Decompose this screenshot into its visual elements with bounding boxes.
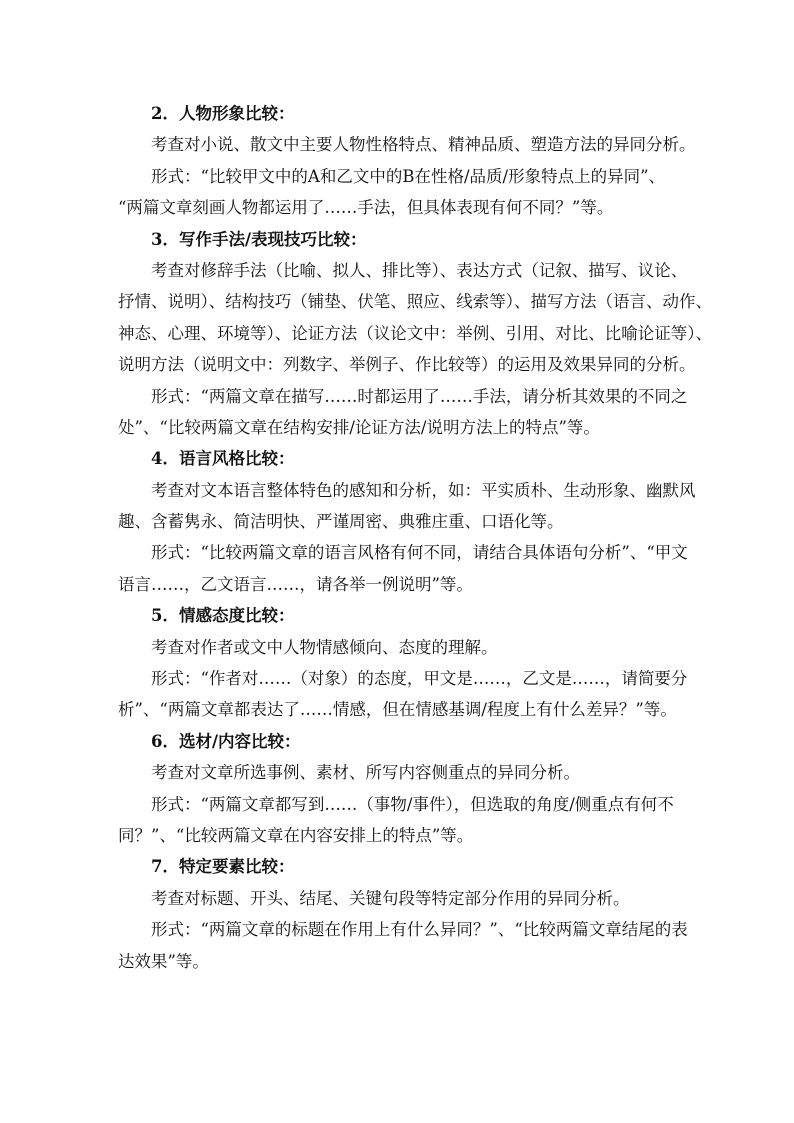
section-description-line: 考查对标题、开头、结尾、关键句段等特定部分作用的异同分析。 — [151, 888, 630, 908]
section-heading: 5．情感态度比较： — [151, 606, 295, 626]
section-form-line: 形式：“两篇文章在描写……时都运用了……手法，请分析其效果的不同之 — [151, 386, 688, 406]
section-description-line: 神态、心理、环境等）、论证方法（议论文中：举例、引用、对比、比喻论证等）、 — [118, 323, 712, 343]
section-description-line: 趣、含蓄隽永、简洁明快、严谨周密、典雅庄重、口语化等。 — [118, 512, 564, 532]
section-description-line: 考查对小说、散文中主要人物性格特点、精神品质、塑造方法的异同分析。 — [151, 135, 696, 155]
section-form-line: 达效果”等。 — [118, 951, 209, 971]
section-form-line: 处”、“比较两篇文章在结构安排/论证方法/说明方法上的特点”等。 — [118, 417, 600, 437]
document-body — [118, 98, 712, 977]
section-description-line: 考查对修辞手法（比喻、拟人、排比等）、表达方式（记叙、描写、议论、 — [151, 260, 688, 280]
section-heading: 6．选材/内容比较： — [151, 731, 301, 751]
section-form-line: “两篇文章刻画人物都运用了……手法，但具体表现有何不同？”等。 — [118, 198, 614, 218]
section-description-line: 说明方法（说明文中：列数字、举例子、作比较等）的运用及效果异同的分析。 — [118, 355, 696, 375]
section-description-line: 抒情、说明）、结构技巧（铺垫、伏笔、照应、线索等）、描写方法（语言、动作、 — [118, 292, 712, 312]
section-form-line: 语言……，乙文语言……，请各举一例说明”等。 — [118, 574, 473, 594]
section-description-line: 考查对作者或文中人物情感倾向、态度的理解。 — [151, 637, 498, 657]
section-form-line: 形式：“比较甲文中的A和乙文中的B在性格/品质/形象特点上的异同”、 — [151, 166, 666, 186]
section-form-line: 形式：“比较两篇文章的语言风格有何不同，请结合具体语句分析”、“甲文 — [151, 543, 688, 563]
section-form-line: 形式：“作者对……（对象）的态度，甲文是……，乙文是……，请简要分 — [151, 669, 688, 689]
section-description-line: 考查对文章所选事例、素材、所写内容侧重点的异同分析。 — [151, 763, 580, 783]
section-description-line: 考查对文本语言整体特色的感知和分析，如：平实质朴、生动形象、幽默风 — [151, 480, 696, 500]
section-form-line: 形式：“两篇文章都写到……（事物/事件），但选取的角度/侧重点有何不 — [151, 794, 674, 814]
section-form-line: 析”、“两篇文章都表达了……情感，但在情感基调/程度上有什么差异？”等。 — [118, 700, 677, 720]
section-form-line: 同？”、“比较两篇文章在内容安排上的特点”等。 — [118, 825, 474, 845]
section-heading: 4．语言风格比较： — [151, 449, 295, 469]
section-form-line: 形式：“两篇文章的标题在作用上有什么异同？”、“比较两篇文章结尾的表 — [151, 920, 688, 940]
section-heading: 2．人物形象比较： — [151, 104, 295, 123]
section-heading: 3．写作手法/表现技巧比较： — [151, 229, 367, 249]
section-heading: 7．特定要素比较： — [151, 857, 295, 877]
